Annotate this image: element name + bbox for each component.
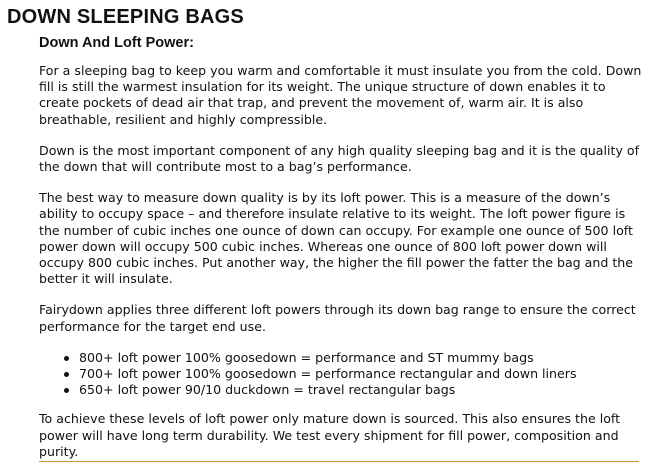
paragraph-down-importance: Down is the most important component of any high quality sleeping bag and it is the quality of the down that will contribute most to a bag’s performance. [39,142,640,175]
list-item-text: 650+ loft power 90/10 duckdown = travel rectangular bags [79,382,456,398]
bullet-icon [64,356,69,361]
paragraph-fairydown: Fairydown applies three different loft powers through its down bag range to ensure the correct performance for the target end use. [39,302,636,334]
article-body [39,63,644,475]
list-item-text: 800+ loft power 100% goosedown = performance and ST mummy bags [79,349,534,365]
list-item-text: 700+ loft power 100% goosedown = performance rectangular and down liners [79,366,577,382]
divider [39,461,639,462]
list-item [61,350,644,366]
loft-power-list [39,350,644,399]
paragraph-closing: To achieve these levels of loft power only mature down is sourced. This also ensures the loft power will have long term durability. We test every shipment for fill power, composition and purity. [39,411,621,459]
section-subtitle: Down And Loft Power: [39,35,194,51]
bullet-icon [64,388,69,393]
paragraph-loft-power: The best way to measure down quality is by its loft power. This is a measure of the down’s ability to occupy space – and therefore insulate relative to its weight. The loft power figure is the number of cubic inches one ounce of down can occupy. For example one ounce of 500 loft power down will occupy 500 cubic inches. Whereas one ounce of 800 loft power down will occupy 800 cubic inches. Put another way, the higher the fill power the fatter the bag and the better it will insulate. [39,190,634,287]
bullet-icon [64,372,69,377]
list-item [61,366,644,382]
list-item [61,382,644,398]
page-title: DOWN SLEEPING BAGS [7,6,244,28]
paragraph-intro: For a sleeping bag to keep you warm and comfortable it must insulate you from the cold. Down fill is still the warmest insulation for its weight. The unique structure of down enables it to create pockets of dead air that trap, and prevent the movement of, warm air. It is also breathable, resilient and highly compressible. [39,63,642,127]
